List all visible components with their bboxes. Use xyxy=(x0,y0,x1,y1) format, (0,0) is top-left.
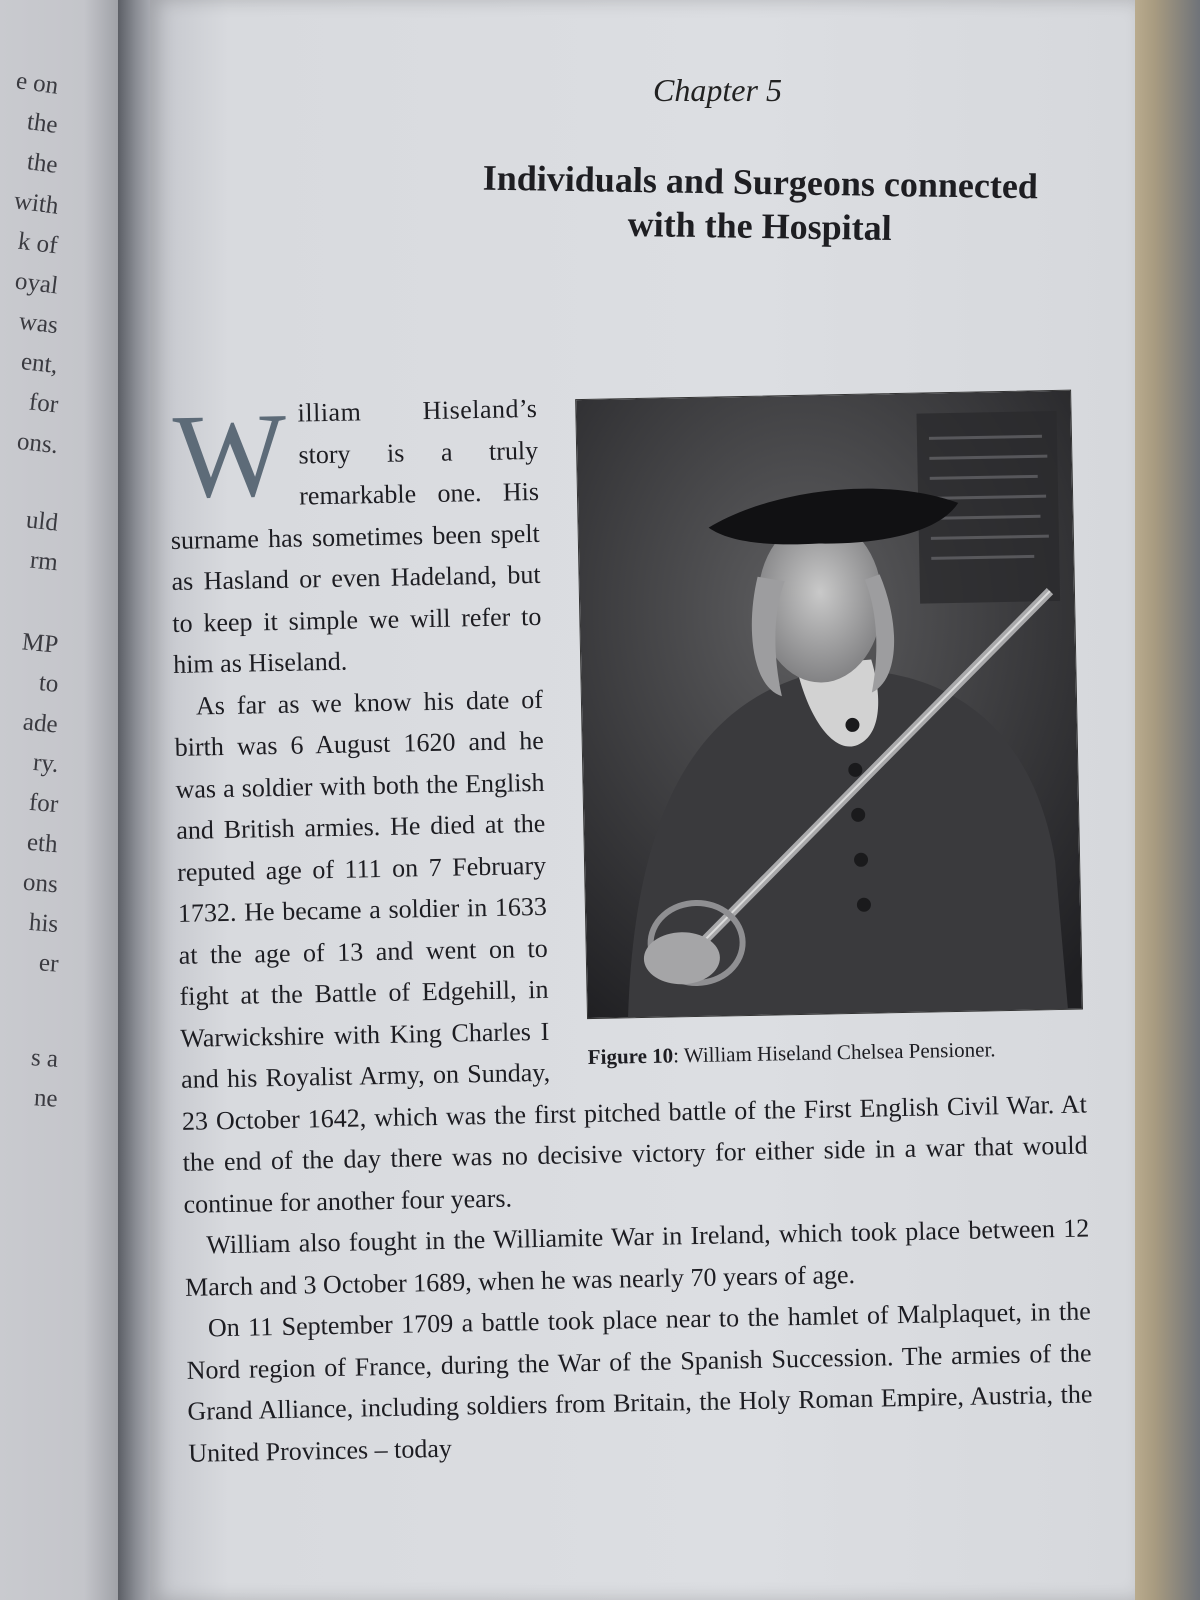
previous-page-text-fragment: was xyxy=(17,307,60,340)
chapter-title-line-2: with the Hospital xyxy=(627,203,892,249)
previous-page-text-fragment: k of xyxy=(16,227,60,260)
previous-page-text-fragment: e on xyxy=(14,67,60,100)
previous-page-text-fragment: for xyxy=(27,788,60,819)
previous-page-text-fragment: uld xyxy=(24,506,60,537)
paragraph-1-rest: story is a truly remarkable one. His surname has sometimes been spelt as Hasland or even Hadeland, but to keep it simple we will refer to him as Hiseland. xyxy=(170,435,542,679)
previous-page-text-fragment: ons xyxy=(22,868,60,899)
chapter-title-line-1: Individuals and Surgeons connected xyxy=(482,157,1039,207)
page-edge xyxy=(1135,0,1200,1600)
previous-page-text-fragment: ons. xyxy=(15,427,60,460)
previous-page-text-fragment: ent, xyxy=(19,347,60,380)
previous-page-text-fragment: ade xyxy=(22,708,60,739)
previous-page-text-fragment: ne xyxy=(33,1084,59,1113)
figure-caption-label: Figure 10 xyxy=(587,1043,674,1070)
paragraph-3: William also fought in the Williamite War in Ireland, which took place between 12 March and 3 October 1689, when he was nearly 70 years of age. xyxy=(184,1213,1090,1302)
previous-page-text-fragment: the xyxy=(25,148,60,179)
figure-caption-text: : William Hiseland Chelsea Pensioner. xyxy=(672,1037,996,1068)
chapter-body xyxy=(168,378,1094,1474)
figure-10 xyxy=(575,390,1086,1071)
drop-cap: W xyxy=(171,387,288,523)
previous-page-text-fragment: s a xyxy=(30,1044,59,1073)
previous-page-text-fragment: rm xyxy=(28,546,60,577)
previous-page-text-fragment: ry. xyxy=(31,748,60,779)
paragraph-1-first-line: illiam Hiseland’s xyxy=(297,393,538,428)
chapter-title xyxy=(419,155,1100,254)
previous-page-text-fragment: oyal xyxy=(13,267,60,300)
previous-page xyxy=(0,0,120,1600)
portrait-image xyxy=(575,390,1083,1019)
previous-page-text-fragment: his xyxy=(27,908,59,939)
previous-page-text-fragment: er xyxy=(37,949,59,978)
previous-page-text-fragment: eth xyxy=(26,828,60,859)
paragraph-4: On 11 September 1709 a battle took place near to the hamlet of Malplaquet, in the Nord region of France, during the War of the Spanish Succession. The armies of the Grand Alliance, including soldiers from Britain, the Holy Roman Empire, Austria, the United Provinces – today xyxy=(186,1296,1093,1468)
chapter-label: Chapter 5 xyxy=(653,72,782,108)
previous-page-text-fragment: with xyxy=(12,187,60,220)
previous-page-text-fragment: the xyxy=(25,108,60,139)
previous-page-text-fragment: for xyxy=(27,388,60,419)
previous-page-text-fragment: MP xyxy=(20,628,60,659)
previous-page-text-fragment: to xyxy=(37,669,60,698)
paragraph-2: As far as we know his date of birth was 6 August 1620 and he was a soldier with both the English and British armies. He died at the reputed age of 111 on 7 February 1732. He became a soldier in 1633 at the age of 13 and went on to fight at the Battle of Edgehill, in Warwickshire with King Charles I and his Royalist Army, on Sunday, 23 October 1642, which was the first pitched battle of the First English Civil War. At the end of the day there was no decisive victory for either side in a war that would continue for another four years. xyxy=(174,684,1088,1219)
